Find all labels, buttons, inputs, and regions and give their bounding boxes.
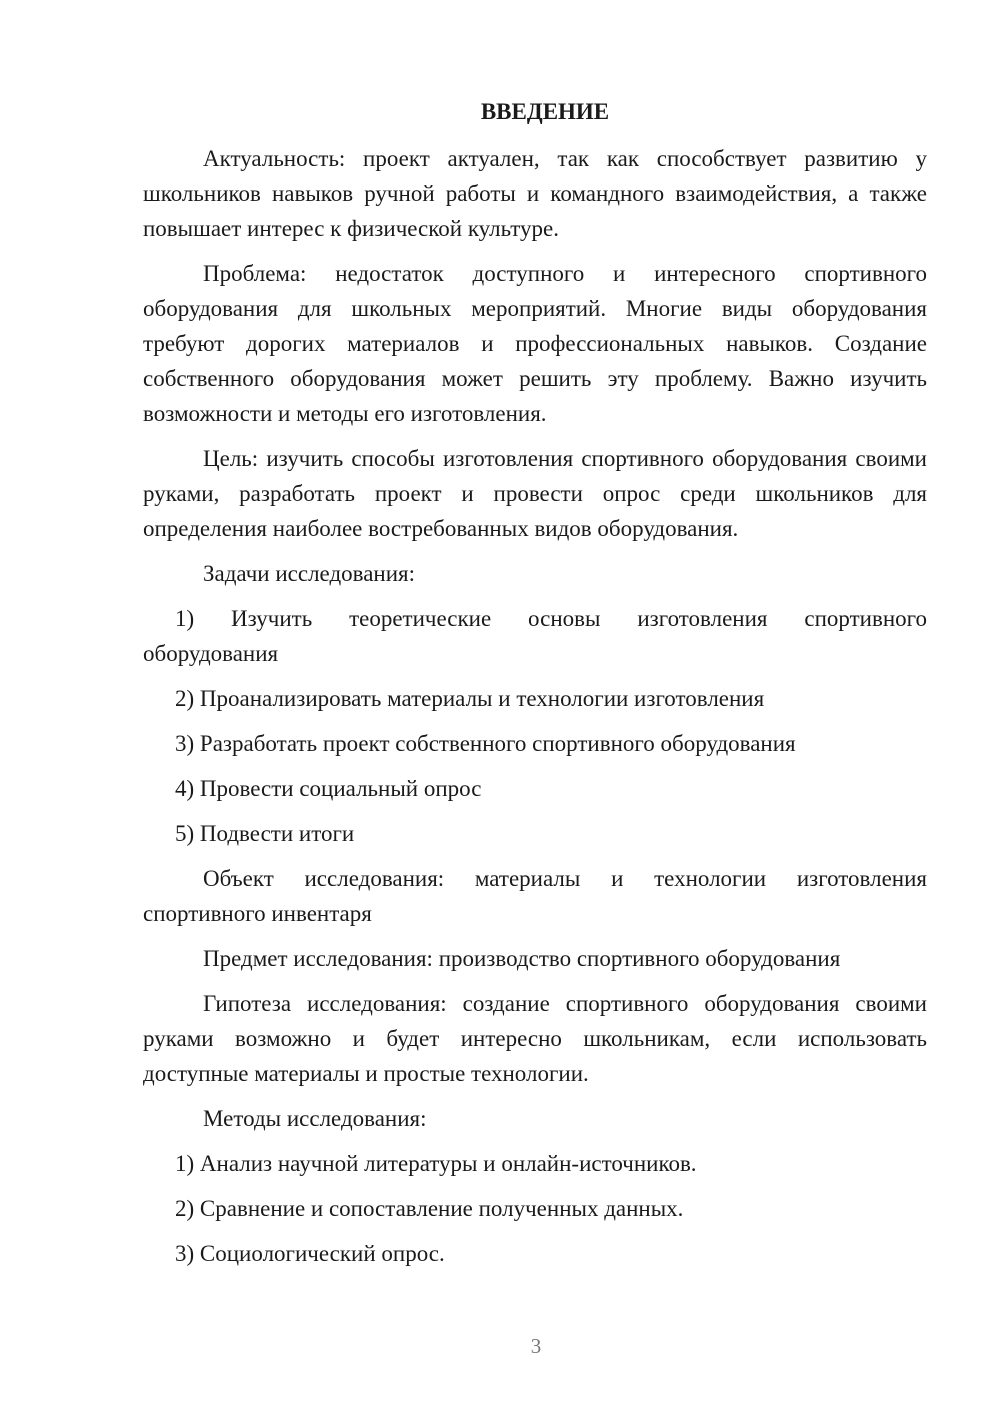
document-body xyxy=(143,94,927,1281)
page-title: ВВЕДЕНИЕ xyxy=(480,99,610,124)
task-item-1-line-1: 1) Изучить теоретические основы изготовления спортивного xyxy=(175,606,927,631)
task-item-1-line-2: оборудования xyxy=(143,641,279,666)
task-item-5: 5) Подвести итоги xyxy=(175,821,355,846)
methods-heading: Методы исследования: xyxy=(203,1106,427,1131)
relevance-paragraph: Актуальность: проект актуален, так как способствует развитию у школьников навыков ручной работы и командного взаимодействия, а также повышает интерес к физической культуре. xyxy=(143,146,927,241)
task-item-2: 2) Проанализировать материалы и технологии изготовления xyxy=(175,686,765,711)
task-item-1 xyxy=(143,601,927,671)
method-item-2: 2) Сравнение и сопоставление полученных данных. xyxy=(175,1196,684,1221)
subject-paragraph: Предмет исследования: производство спортивного оборудования xyxy=(203,946,841,971)
goal-paragraph: Цель: изучить способы изготовления спортивного оборудования своими руками, разработать проект и провести опрос среди школьников для определения наиболее востребованных видов оборудования. xyxy=(143,446,927,541)
task-item-3: 3) Разработать проект собственного спортивного оборудования xyxy=(175,731,796,756)
page-number: 3 xyxy=(530,1334,542,1358)
problem-paragraph: Проблема: недостаток доступного и интересного спортивного оборудования для школьных мероприятий. Многие виды оборудования требуют дорогих материалов и профессиональных навыков. Создание собственного оборудования может решить эту проблему. Важно изучить возможности и методы его изготовления. xyxy=(143,261,927,426)
method-item-3: 3) Социологический опрос. xyxy=(175,1241,445,1266)
object-paragraph: Объект исследования: материалы и технологии изготовления спортивного инвентаря xyxy=(143,866,927,926)
task-item-4: 4) Провести социальный опрос xyxy=(175,776,482,801)
tasks-heading: Задачи исследования: xyxy=(203,561,416,586)
hypothesis-paragraph: Гипотеза исследования: создание спортивного оборудования своими руками возможно и будет интересно школьникам, если использовать доступные материалы и простые технологии. xyxy=(143,991,927,1086)
method-item-1: 1) Анализ научной литературы и онлайн-источников. xyxy=(175,1151,697,1176)
